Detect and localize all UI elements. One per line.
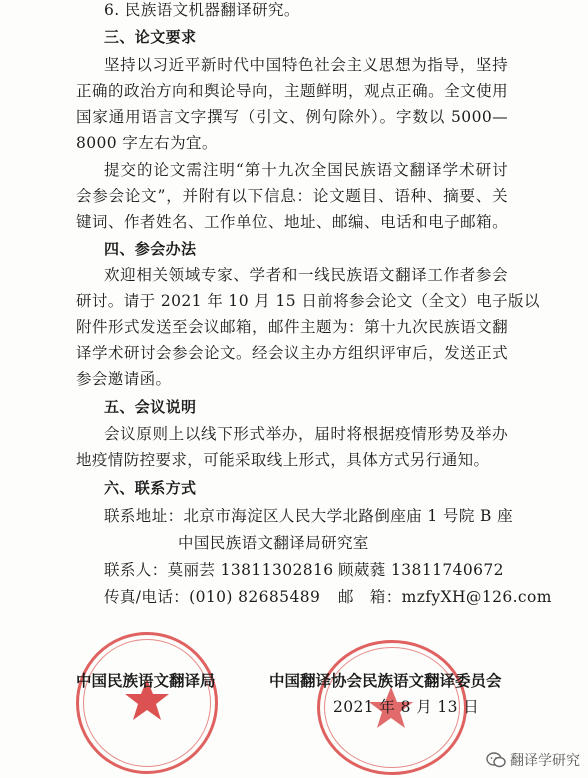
wechat-watermark: [486, 750, 580, 770]
contact-office: 中国民族语文翻译局研究室: [178, 534, 369, 552]
contact-address: 北京市海淀区人民大学北路倒座庙 1 号院 B 座: [183, 507, 514, 525]
paragraph-line: 国家通用语言文字撰写（引文、例句除外）。字数以 5000—: [76, 108, 508, 126]
contact-person1-phone: 13811302816: [220, 561, 334, 579]
contact-person2-row: [338, 560, 504, 580]
paragraph-line: 参会邀请函。: [76, 370, 172, 388]
paragraph-line: 坚持以习近平新时代中国特色社会主义思想为指导，坚持: [104, 56, 508, 74]
paragraph-line: 提交的论文需注明“第十九次全国民族语文翻译学术研讨: [104, 161, 508, 179]
contact-fax-row: [104, 587, 320, 607]
signature-date: 2021 年 8 月 13 日: [333, 698, 480, 716]
section-heading-4: 四、参会办法: [104, 240, 197, 258]
paragraph-line: 地疫情防控要求，可能采取线上形式，具体方式另行通知。: [76, 451, 490, 469]
section-heading-3: 三、论文要求: [104, 28, 197, 46]
contact-address-label: 联系地址：: [104, 507, 184, 525]
contact-fax-label: 传真/电话：: [104, 588, 190, 606]
list-item-6: 6. 民族语文机器翻译研究。: [104, 1, 300, 19]
paragraph-line: 译学术研讨会参会论文。经会议主办方组织评审后，发送正式: [76, 344, 508, 362]
left-signature-org: 中国民族语文翻译局: [76, 672, 216, 690]
paragraph-line: 欢迎相关领域专家、学者和一线民族语文翻译工作者参会: [104, 266, 508, 284]
paragraph-line: 会议原则上以线下形式举办，届时将根据疫情形势及举办: [104, 425, 508, 443]
contact-email-row: [338, 587, 552, 607]
contact-address-row: [104, 506, 513, 526]
contact-person-label: 联系人：: [104, 561, 168, 579]
contact-person-row: [104, 560, 334, 580]
wechat-icon: [486, 752, 506, 768]
paragraph-line: 会参会论文”，并附有以下信息：论文题目、语种、摘要、关: [76, 187, 508, 205]
contact-fax: (010) 82685489: [189, 588, 321, 606]
contact-email-label: 邮 箱：: [338, 588, 402, 606]
watermark-label: 翻译学研究: [510, 753, 580, 769]
paragraph-line: 研讨。请于 2021 年 10 月 15 日前将参会论文（全文）电子版以: [76, 292, 540, 310]
paragraph-line: 附件形式发送至会议邮箱，邮件主题为：第十九次民族语文翻: [76, 318, 508, 336]
section-heading-5: 五、会议说明: [104, 398, 197, 416]
paragraph-line: 键词、作者姓名、工作单位、地址、邮编、电话和电子邮箱。: [76, 213, 508, 231]
right-signature-org: 中国翻译协会民族语文翻译委员会: [269, 672, 502, 690]
section-heading-6: 六、联系方式: [104, 479, 197, 497]
contact-person2-phone: 13811740672: [391, 561, 504, 579]
contact-email: mzfyXH@126.com: [401, 588, 552, 606]
contact-person1-name: 莫丽芸: [167, 561, 216, 579]
contact-person2-name: 顾葳蕤: [338, 561, 386, 579]
paragraph-line: 8000 字左右为宜。: [76, 134, 218, 152]
paragraph-line: 正确的政治方向和舆论导向，主题鲜明，观点正确。全文使用: [76, 82, 508, 100]
